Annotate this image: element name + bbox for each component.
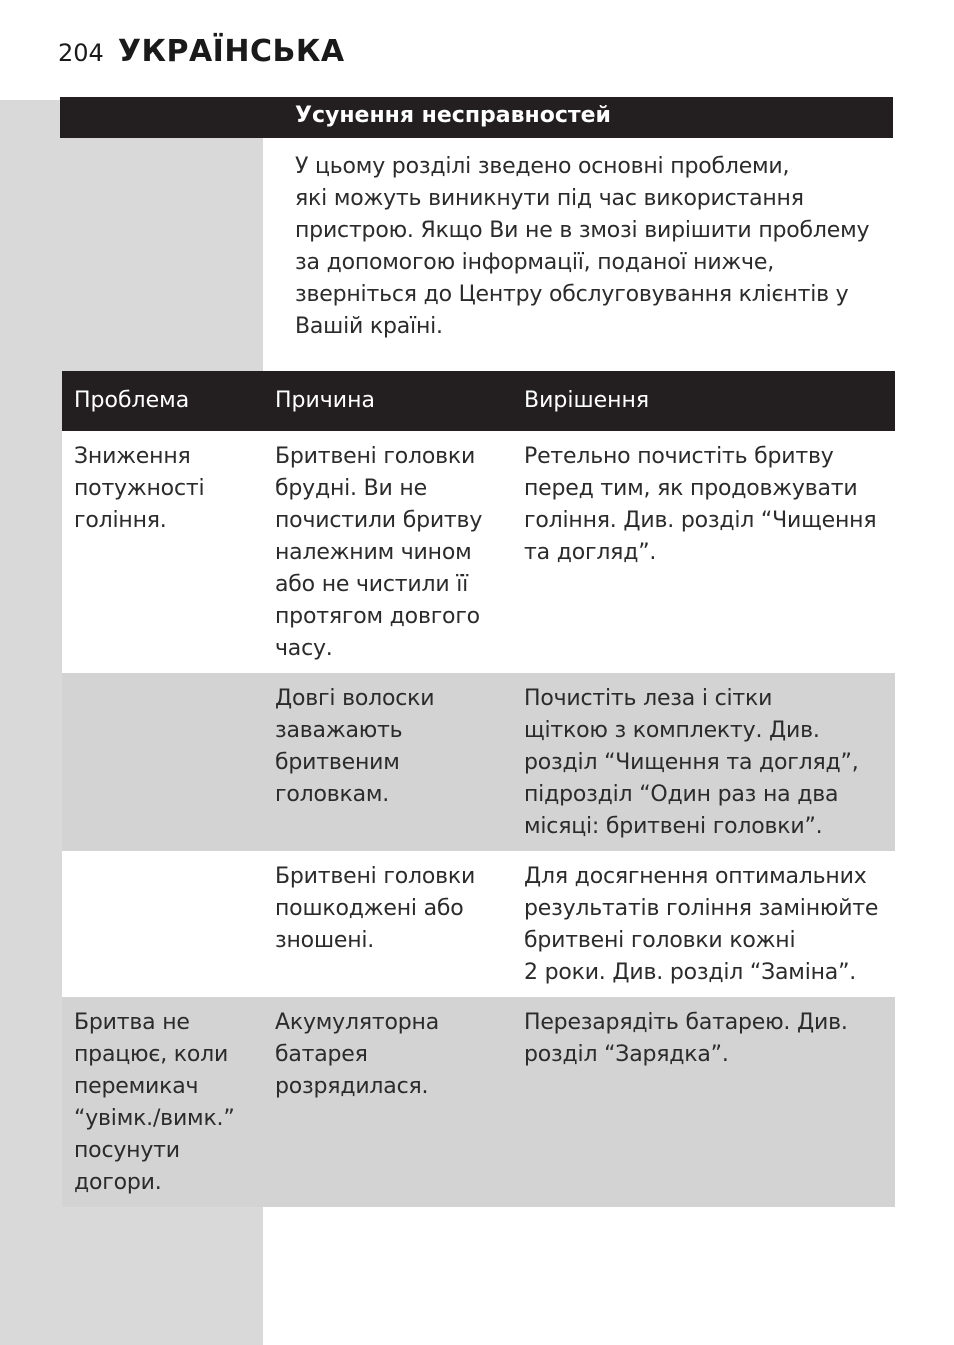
- cause-cell-line: почистили бритву: [275, 508, 483, 533]
- cause-cell-line: Бритвені головки: [275, 864, 476, 889]
- problem-cell: [62, 431, 263, 673]
- intro-line: У цьому розділі зведено основні проблеми,: [295, 154, 790, 179]
- problem-cell: [62, 997, 263, 1207]
- problem-cell-line: перемикач: [74, 1074, 199, 1099]
- solution-cell-line: результатів гоління замінюйте: [524, 896, 879, 921]
- table-header-row: [62, 371, 895, 431]
- solution-cell-line: Для досягнення оптимальних: [524, 864, 867, 889]
- intro-line: які можуть виникнути під час використання: [295, 186, 804, 211]
- cause-cell-line: протягом довгого: [275, 604, 480, 629]
- table-row: [62, 851, 895, 997]
- problem-cell-line: посунути: [74, 1138, 180, 1163]
- problem-cell: [62, 673, 263, 851]
- page-header: [58, 34, 345, 69]
- problem-cell-line: гоління.: [74, 508, 167, 533]
- cause-cell-line: батарея: [275, 1042, 368, 1067]
- cause-cell: [263, 431, 512, 673]
- solution-cell: [512, 851, 895, 997]
- column-header-problem: Проблема: [62, 371, 263, 431]
- solution-cell-line: гоління. Див. розділ “Чищення: [524, 508, 877, 533]
- intro-line: Вашій країні.: [295, 314, 443, 339]
- solution-cell-line: Ретельно почистіть бритву: [524, 444, 834, 469]
- problem-cell-line: “увімк./вимк.”: [74, 1106, 235, 1131]
- solution-cell-line: щіткою з комплекту. Див.: [524, 718, 820, 743]
- problem-cell-line: потужності: [74, 476, 205, 501]
- cause-cell-line: головкам.: [275, 782, 390, 807]
- intro-line: за допомогою інформації, поданої нижче,: [295, 250, 774, 275]
- solution-cell-line: місяці: бритвені головки”.: [524, 814, 823, 839]
- problem-cell-line: догори.: [74, 1170, 162, 1195]
- cause-cell-line: пошкоджені або: [275, 896, 464, 921]
- cause-cell-line: брудні. Ви не: [275, 476, 427, 501]
- cause-cell-line: розрядилася.: [275, 1074, 429, 1099]
- cause-cell-line: Акумуляторна: [275, 1010, 439, 1035]
- cause-cell-line: зношені.: [275, 928, 375, 953]
- cause-cell-line: або не чистили її: [275, 572, 469, 597]
- solution-cell-line: підрозділ “Один раз на два: [524, 782, 839, 807]
- solution-cell-line: перед тим, як продовжувати: [524, 476, 858, 501]
- cause-cell-line: заважають: [275, 718, 403, 743]
- cause-cell-line: Бритвені головки: [275, 444, 476, 469]
- intro-paragraph: [295, 151, 895, 343]
- solution-cell: [512, 673, 895, 851]
- table-row: [62, 431, 895, 673]
- solution-cell: [512, 997, 895, 1207]
- table-row: [62, 997, 895, 1207]
- solution-cell-line: розділ “Зарядка”.: [524, 1042, 729, 1067]
- language-heading: УКРАЇНСЬКА: [117, 34, 345, 69]
- page-number: 204: [58, 39, 104, 67]
- problem-cell: [62, 851, 263, 997]
- cause-cell-line: Довгі волоски: [275, 686, 435, 711]
- solution-cell-line: 2 роки. Див. розділ “Заміна”.: [524, 960, 857, 985]
- section-title-bar: [60, 97, 893, 138]
- cause-cell: [263, 673, 512, 851]
- cause-cell-line: належним чином: [275, 540, 472, 565]
- troubleshooting-table: [62, 371, 895, 1207]
- column-header-solution: Вирішення: [512, 371, 895, 431]
- column-header-cause: Причина: [263, 371, 512, 431]
- solution-cell-line: та догляд”.: [524, 540, 657, 565]
- intro-line: пристрою. Якщо Ви не в змозі вирішити проблему: [295, 218, 870, 243]
- problem-cell-line: Зниження: [74, 444, 191, 469]
- section-title: Усунення несправностей: [295, 103, 611, 128]
- cause-cell-line: часу.: [275, 636, 333, 661]
- cause-cell-line: бритвеним: [275, 750, 400, 775]
- solution-cell-line: розділ “Чищення та догляд”,: [524, 750, 859, 775]
- solution-cell-line: Перезарядіть батарею. Див.: [524, 1010, 848, 1035]
- problem-cell-line: Бритва не: [74, 1010, 190, 1035]
- solution-cell-line: бритвені головки кожні: [524, 928, 796, 953]
- solution-cell-line: Почистіть леза і сітки: [524, 686, 773, 711]
- cause-cell: [263, 851, 512, 997]
- intro-line: зверніться до Центру обслуговування клієнтів у: [295, 282, 849, 307]
- table-row: [62, 673, 895, 851]
- problem-cell-line: працює, коли: [74, 1042, 229, 1067]
- cause-cell: [263, 997, 512, 1207]
- solution-cell: [512, 431, 895, 673]
